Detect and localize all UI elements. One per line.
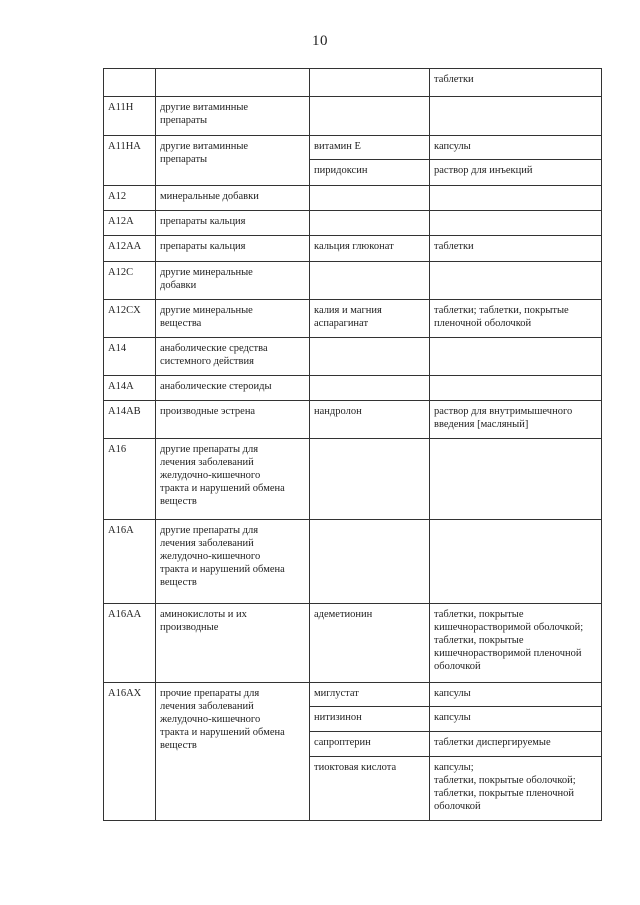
drug-name-cell	[310, 97, 430, 136]
drug-name-cell	[310, 520, 430, 604]
group-name-cell: анаболические стероиды	[156, 376, 310, 401]
dosage-form-cell	[430, 439, 602, 520]
group-name-cell: минеральные добавки	[156, 186, 310, 211]
drug-name-cell	[310, 211, 430, 236]
drug-name-cell	[310, 69, 430, 97]
drug-name-cell: тиоктовая кислота	[310, 757, 430, 821]
atc-drug-table	[103, 68, 602, 821]
group-name-cell: другие витаминные препараты	[156, 97, 310, 136]
dosage-form-cell: капсулы; таблетки, покрытые оболочкой; таблетки, покрытые пленочной оболочкой	[430, 757, 602, 821]
drug-name-cell: миглустат	[310, 683, 430, 707]
table-row	[104, 262, 602, 300]
dosage-form-cell: таблетки	[430, 236, 602, 262]
atc-code-cell: A14	[104, 338, 156, 376]
group-name-cell: другие препараты для лечения заболеваний желудочно-кишечного тракта и нарушений обмена веществ	[156, 520, 310, 604]
atc-code-cell: A16AA	[104, 604, 156, 683]
atc-code-cell: A12	[104, 186, 156, 211]
drug-name-cell	[310, 439, 430, 520]
table-row	[104, 520, 602, 604]
table-row	[104, 401, 602, 439]
atc-code-cell: A14AB	[104, 401, 156, 439]
atc-code-cell: A14A	[104, 376, 156, 401]
drug-name-cell: пиридоксин	[310, 160, 430, 186]
drug-name-cell	[310, 262, 430, 300]
drug-name-cell: витамин Е	[310, 136, 430, 160]
atc-code-cell: A16	[104, 439, 156, 520]
drug-name-cell: кальция глюконат	[310, 236, 430, 262]
drug-name-cell: сапроптерин	[310, 732, 430, 757]
atc-code-cell: A16A	[104, 520, 156, 604]
atc-code-cell: A11H	[104, 97, 156, 136]
table-row	[104, 683, 602, 707]
dosage-form-cell: таблетки, покрытые кишечнорастворимой оболочкой; таблетки, покрытые кишечнорастворимой пленочной оболочкой	[430, 604, 602, 683]
dosage-form-cell	[430, 97, 602, 136]
group-name-cell: прочие препараты для лечения заболеваний желудочно-кишечного тракта и нарушений обмена веществ	[156, 683, 310, 821]
group-name-cell	[156, 69, 310, 97]
table-row	[104, 211, 602, 236]
dosage-form-cell	[430, 262, 602, 300]
table-row	[104, 376, 602, 401]
dosage-form-cell	[430, 338, 602, 376]
dosage-form-cell: таблетки диспергируемые	[430, 732, 602, 757]
dosage-form-cell: раствор для инъекций	[430, 160, 602, 186]
group-name-cell: препараты кальция	[156, 211, 310, 236]
group-name-cell: другие минеральные добавки	[156, 262, 310, 300]
dosage-form-cell	[430, 186, 602, 211]
group-name-cell: другие препараты для лечения заболеваний желудочно-кишечного тракта и нарушений обмена веществ	[156, 439, 310, 520]
dosage-form-cell: таблетки; таблетки, покрытые пленочной оболочкой	[430, 300, 602, 338]
group-name-cell: другие витаминные препараты	[156, 136, 310, 186]
table-row	[104, 186, 602, 211]
drug-name-cell: нитизинон	[310, 707, 430, 732]
dosage-form-cell: раствор для внутримышечного введения [масляный]	[430, 401, 602, 439]
group-name-cell: другие минеральные вещества	[156, 300, 310, 338]
atc-code-cell: A12AA	[104, 236, 156, 262]
group-name-cell: аминокислоты и их производные	[156, 604, 310, 683]
dosage-form-cell: таблетки	[430, 69, 602, 97]
drug-name-cell: калия и магния аспарагинат	[310, 300, 430, 338]
drug-name-cell	[310, 338, 430, 376]
table-row	[104, 338, 602, 376]
dosage-form-cell	[430, 520, 602, 604]
dosage-form-cell: капсулы	[430, 136, 602, 160]
drug-name-cell	[310, 376, 430, 401]
group-name-cell: анаболические средства системного действия	[156, 338, 310, 376]
table-row	[104, 69, 602, 97]
atc-code-cell: A12CX	[104, 300, 156, 338]
table-row	[104, 136, 602, 160]
drug-name-cell: адеметионин	[310, 604, 430, 683]
table-row	[104, 300, 602, 338]
atc-code-cell: A11HA	[104, 136, 156, 186]
drug-name-cell: нандролон	[310, 401, 430, 439]
table-row	[104, 604, 602, 683]
group-name-cell: производные эстрена	[156, 401, 310, 439]
group-name-cell: препараты кальция	[156, 236, 310, 262]
drug-name-cell	[310, 186, 430, 211]
atc-code-cell	[104, 69, 156, 97]
table-row	[104, 97, 602, 136]
page-number: 10	[312, 33, 328, 49]
dosage-form-cell	[430, 376, 602, 401]
dosage-form-cell: капсулы	[430, 683, 602, 707]
dosage-form-cell	[430, 211, 602, 236]
atc-code-cell: A12A	[104, 211, 156, 236]
atc-code-cell: A16AX	[104, 683, 156, 821]
atc-code-cell: A12C	[104, 262, 156, 300]
table-row	[104, 236, 602, 262]
table-row	[104, 439, 602, 520]
dosage-form-cell: капсулы	[430, 707, 602, 732]
